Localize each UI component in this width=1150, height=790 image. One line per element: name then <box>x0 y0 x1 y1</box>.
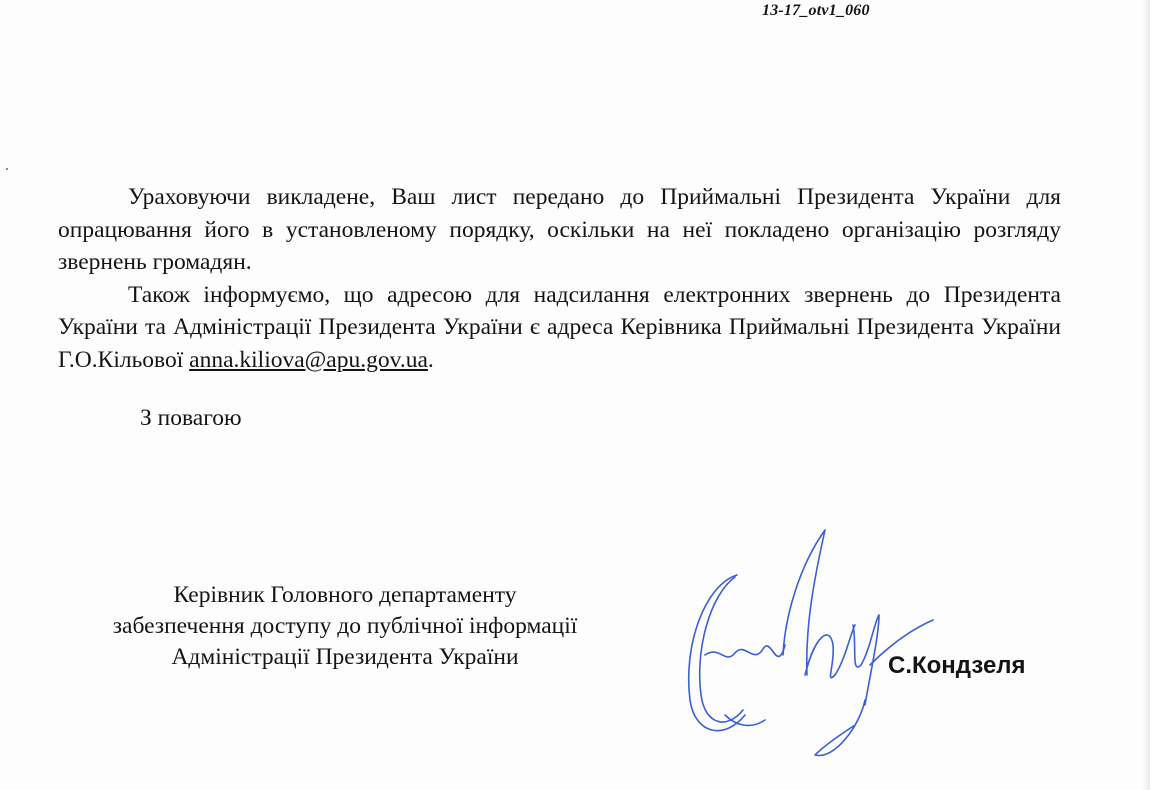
paragraph-end: . <box>427 346 434 373</box>
scan-speck <box>6 168 8 170</box>
signer-position-line-1: Керівник Головного департаменту <box>173 582 517 608</box>
page-edge <box>1142 0 1150 790</box>
letter-body <box>58 181 1061 376</box>
signer-position-line-3: Адміністрації Президента України <box>171 644 519 670</box>
signature-strokes <box>689 530 933 755</box>
paragraph-forwarded: Ураховуючи викладене, Ваш лист передано до Приймальні Президента України для опрацювання його в установленому порядку, оскільки на неї покладено організацію розгляду звернень громадян. <box>58 184 1061 275</box>
paragraph-email-info <box>58 279 1061 377</box>
document-id: 13-17_otv1_060 <box>762 2 870 19</box>
signer-name: С.Кондзеля <box>888 652 1026 679</box>
signer-position <box>40 580 650 673</box>
closing-regards: З повагою <box>140 405 242 431</box>
paragraph-email-info-text: Також інформуємо, що адресою для надсилання електронних звернень до Президента України та Адміністрації Президента України є адреса Керівника Приймальні Президента України Г.О.Кільової <box>58 281 1061 373</box>
handwritten-signature <box>665 525 945 765</box>
email-link[interactable]: anna.kiliova@apu.gov.ua <box>189 346 428 373</box>
signer-position-line-2: забезпечення доступу до публічної інформації <box>112 613 578 639</box>
